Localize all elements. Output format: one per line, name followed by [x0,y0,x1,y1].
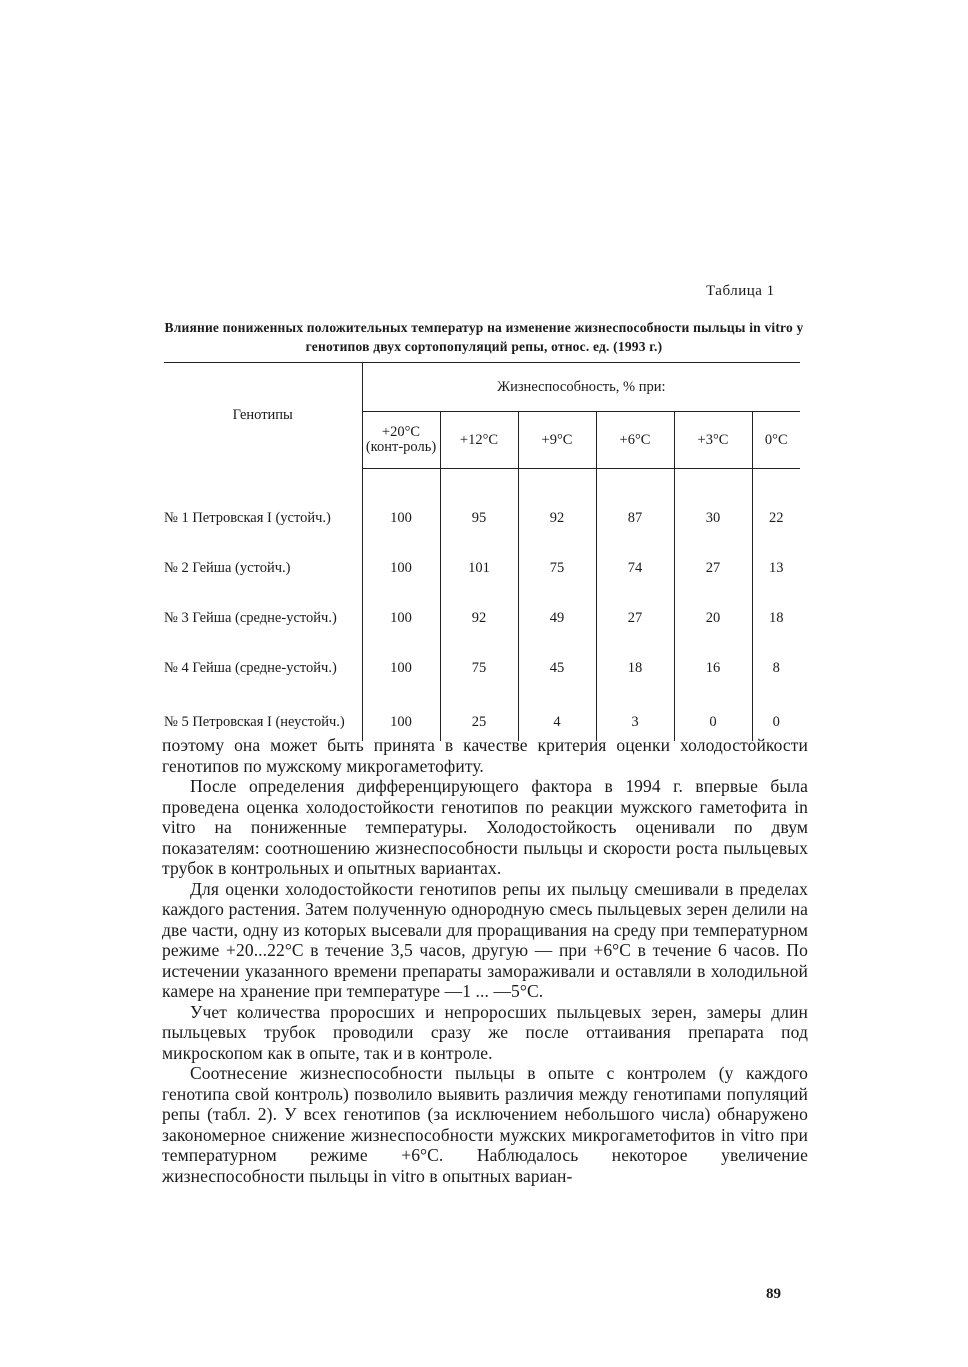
column-header: +9°С [518,412,596,469]
value-cell: 74 [596,533,674,583]
value-cell: 100 [362,633,440,683]
value-cell: 87 [596,469,674,534]
value-cell: 22 [752,469,800,534]
viability-table [164,362,800,741]
value-cell: 100 [362,583,440,633]
table-row [164,683,800,741]
value-cell: 100 [362,533,440,583]
value-cell: 13 [752,533,800,583]
column-header: 0°С [752,412,800,469]
value-cell: 100 [362,683,440,741]
genotype-cell: № 5 Петровская I (неустойч.) [164,714,345,730]
body-text [162,735,808,1186]
column-header: +6°С [596,412,674,469]
table-row [164,583,800,633]
genotype-cell: № 1 Петровская I (устойч.) [164,510,331,526]
column-header: +12°С [440,412,518,469]
page-number: 89 [766,1286,781,1302]
header-viability-group: Жизнеспособность, % при: [362,363,800,412]
value-cell: 100 [362,469,440,534]
value-cell: 20 [674,583,752,633]
column-header: +20°С (конт-роль) [362,412,440,469]
paragraph: Для оценки холодостойкости генотипов репы их пыльцу смешивали в пределах каждого растения. Затем полученную однородную смесь пыльцевых зерен делили на две части, одну из которых высевали для проращивания на среду при температурном режиме +20...22°С в течение 3,5 часов, другую — при +6°С в течение 6 часов. По истечении указанного времени препараты замораживали и оставляли в холодильной камере на хранение при температуре —1 ... —5°С. [162,878,808,1001]
value-cell: 92 [440,583,518,633]
paragraph: поэтому она может быть принята в качестве критерия оценки холодостойкости генотипов по мужскому микрогаметофиту. [162,735,808,776]
value-cell: 0 [674,683,752,741]
table-row [164,533,800,583]
value-cell: 4 [518,683,596,741]
column-header: +3°С [674,412,752,469]
value-cell: 3 [596,683,674,741]
value-cell: 75 [518,533,596,583]
table-caption: Влияние пониженных положительных температур на изменение жизнеспособности пыльцы in vitro у генотипов двух сортопопуляций репы, относ. ед. (1993 г.) [164,320,804,354]
paragraph: Соотнесение жизнеспособности пыльцы в опыте с контролем (у каждого генотипа свой контроль) позволило выявить различия между генотипами популяций репы (табл. 2). У всех генотипов (за исключением небольшого числа) обнаружено закономерное снижение жизнеспособности мужских микрогаметофитов in vitro при температурном режиме +6°С. Наблюдалось некоторое увеличение жизнеспособности пыльцы in vitro в опытных вариан- [162,1063,808,1186]
value-cell: 16 [674,633,752,683]
genotype-cell: № 4 Гейша (средне-устойч.) [164,660,337,676]
value-cell: 8 [752,633,800,683]
value-cell: 75 [440,633,518,683]
value-cell: 49 [518,583,596,633]
value-cell: 95 [440,469,518,534]
table-row [164,633,800,683]
value-cell: 27 [674,533,752,583]
value-cell: 27 [596,583,674,633]
paragraph: Учет количества проросших и непроросших пыльцевых зерен, замеры длин пыльцевых трубок проводили сразу же после оттаивания препарата под микроскопом как в опыте, так и в контроле. [162,1001,808,1063]
value-cell: 25 [440,683,518,741]
value-cell: 30 [674,469,752,534]
value-cell: 18 [596,633,674,683]
genotype-cell: № 3 Гейша (средне-устойч.) [164,610,337,626]
value-cell: 0 [752,683,800,741]
table-label: Таблица 1 [706,283,775,299]
header-genotypes: Генотипы [164,363,362,469]
genotype-cell: № 2 Гейша (устойч.) [164,560,291,576]
value-cell: 101 [440,533,518,583]
value-cell: 45 [518,633,596,683]
table-row [164,469,800,534]
value-cell: 92 [518,469,596,534]
paragraph: После определения дифференцирующего фактора в 1994 г. впервые была проведена оценка холодостойкости генотипов по реакции мужского гаметофита in vitro на пониженные температуры. Холодостойкость оценивали по двум показателям: соотношению жизнеспособности пыльцы и скорости роста пыльцевых трубок в контрольных и опытных вариантах. [162,776,808,878]
value-cell: 18 [752,583,800,633]
